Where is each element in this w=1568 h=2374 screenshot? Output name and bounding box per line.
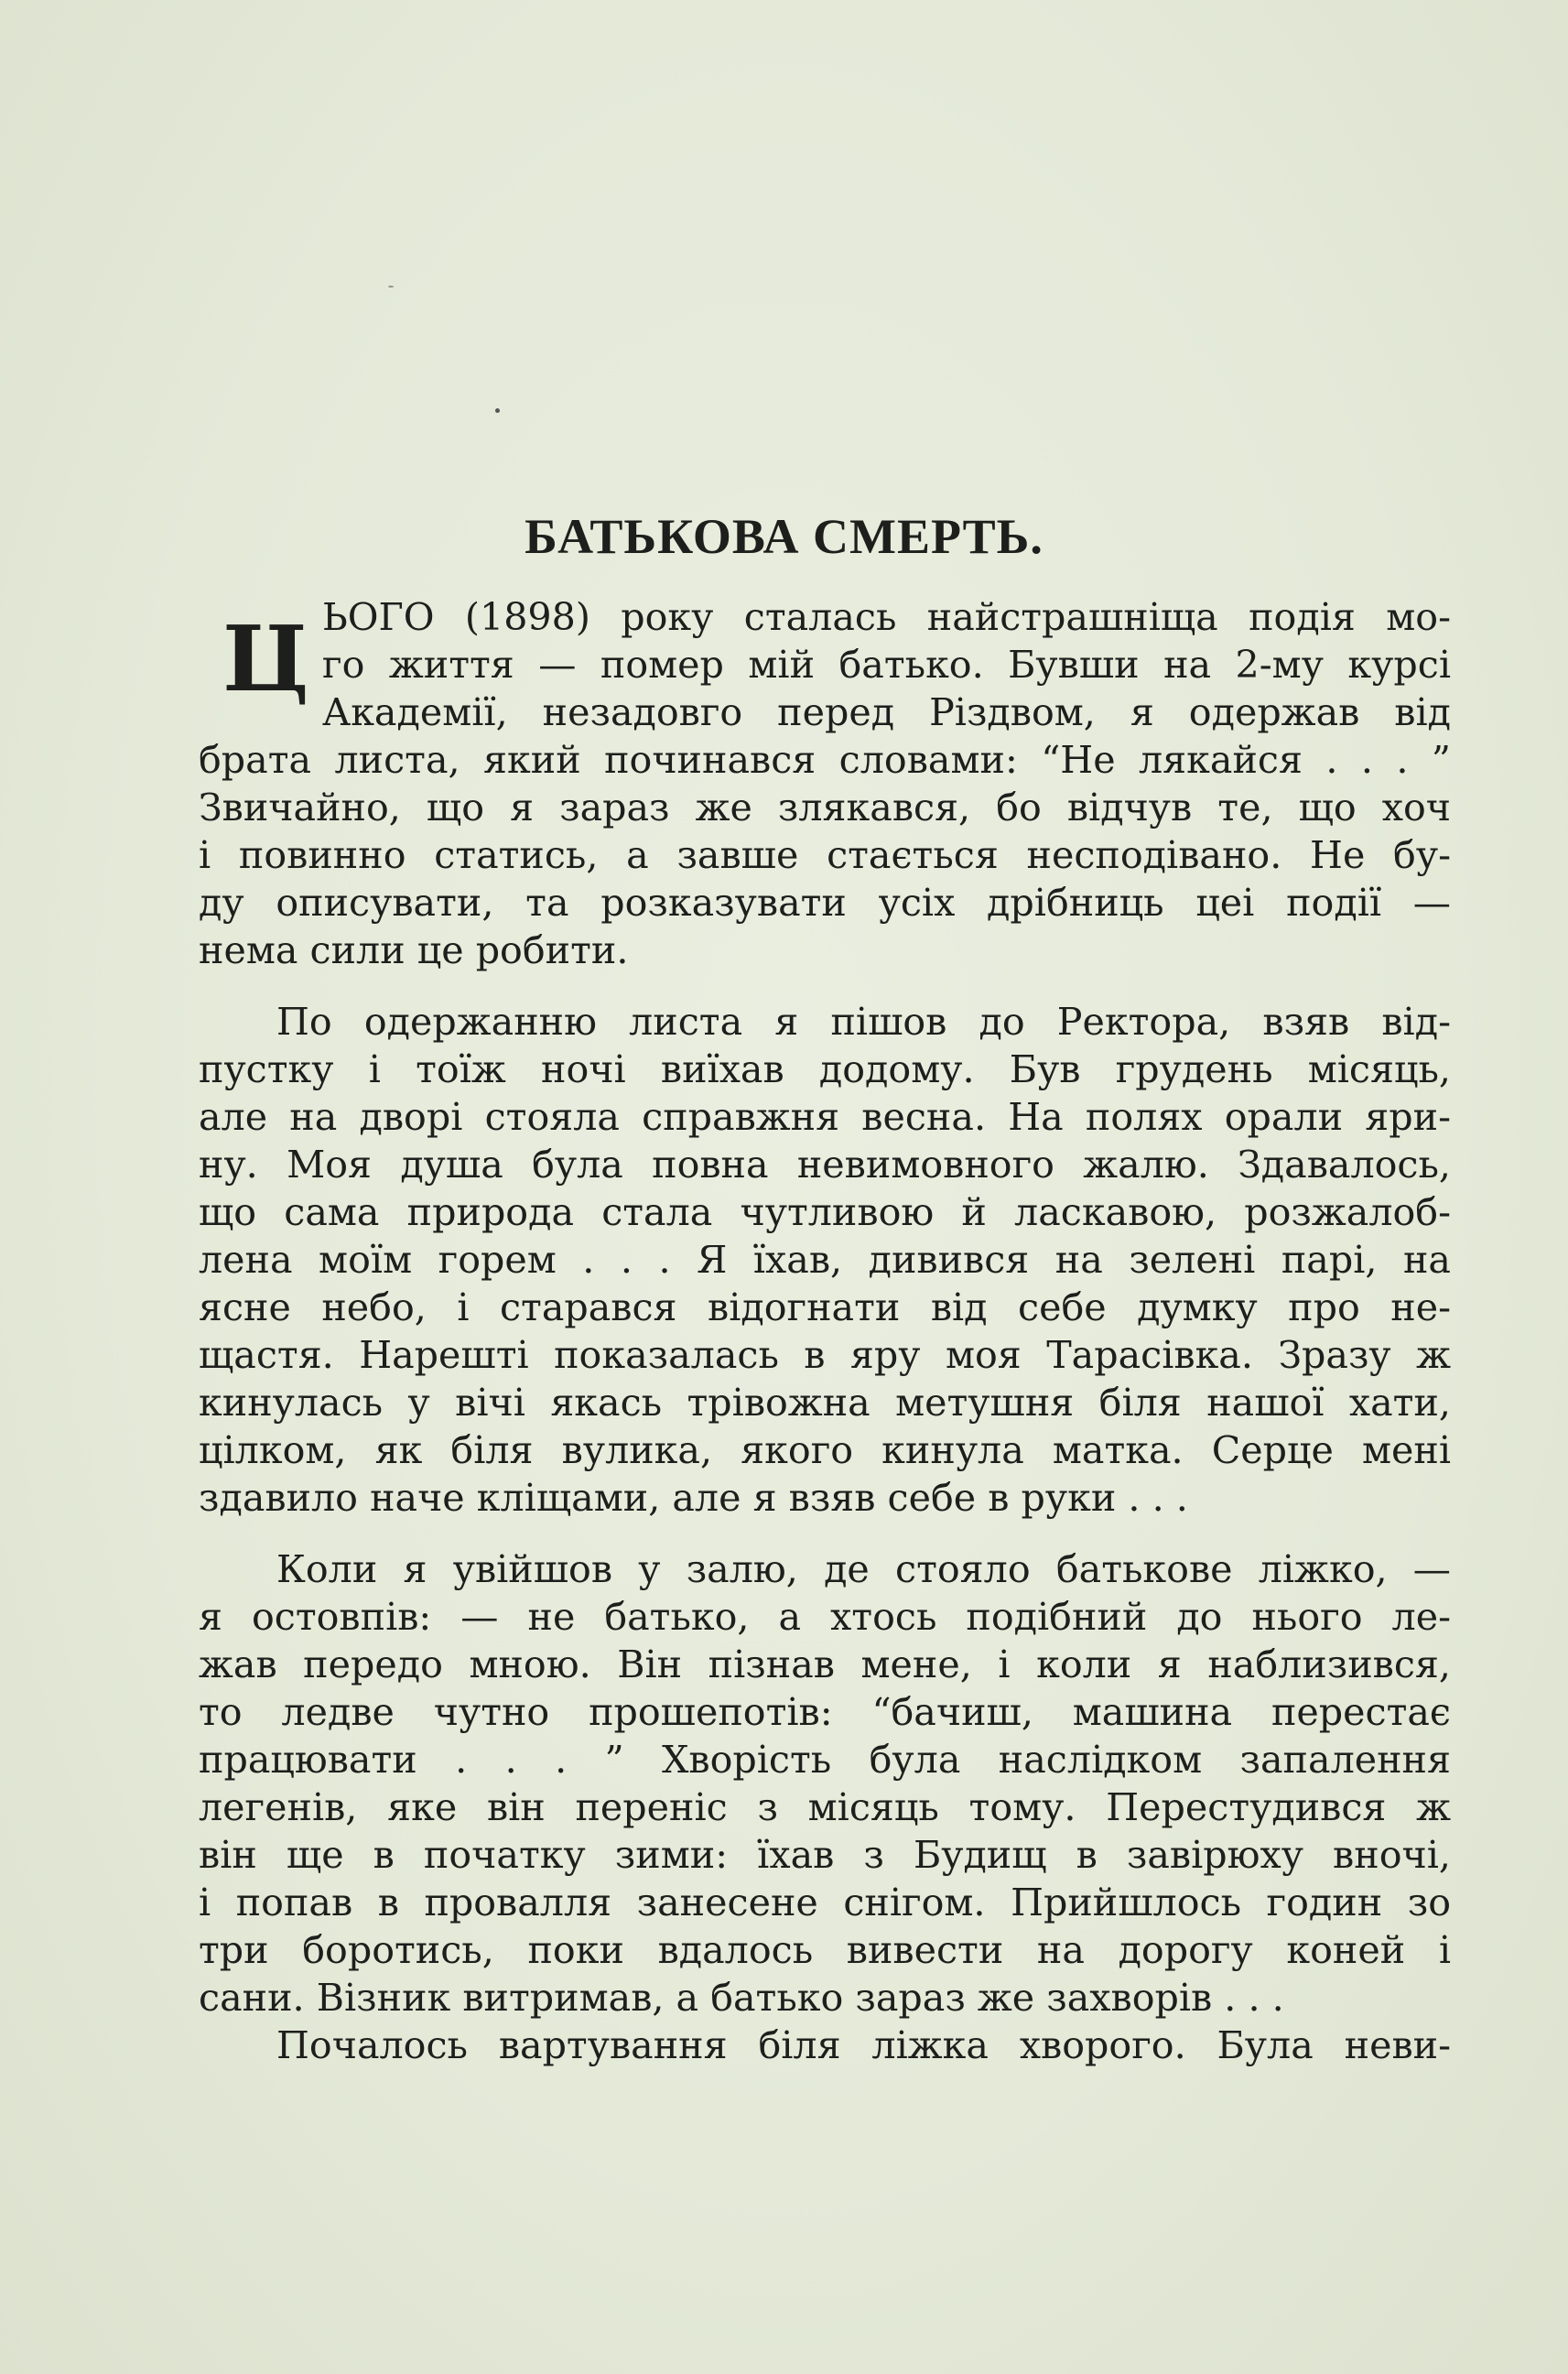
text-line: Коли я увійшов у залю, де стояло батькове ліжко, —	[276, 1547, 1451, 1591]
text-line: три боротись, поки вдалось вивести на дорогу коней і	[199, 1928, 1451, 1972]
text-line: лена моїм горем . . . Я їхав, дивився на зелені парі, на	[199, 1238, 1451, 1282]
text-line: По одержанню листа я пішов до Ректора, взяв від-	[276, 1000, 1451, 1044]
text-line: ну. Моя душа була повна невимовного жалю. Здавалось,	[199, 1143, 1451, 1187]
paragraph-gap	[199, 974, 1451, 998]
text-line: жав передо мною. Він пізнав мене, і коли я наблизився,	[199, 1642, 1451, 1686]
text-line: сани. Візник витримав, а батько зараз же захворів . . .	[199, 1976, 1284, 2020]
text-line: Звичайно, що я зараз же злякався, бо відчув те, що хоч	[199, 786, 1451, 829]
text-line: ясне небо, і старався відогнати від себе думку про не-	[199, 1285, 1451, 1329]
text-line: брата листа, який починався словами: “Не лякайся . . . ”	[199, 738, 1451, 782]
dust-speck	[388, 286, 394, 287]
text-line: я остовпів: — не батько, а хтось подібний до нього ле-	[199, 1595, 1451, 1639]
drop-cap-letter: Ц	[222, 607, 309, 712]
text-line: але на дворі стояла справжня весна. На полях орали яри-	[199, 1095, 1451, 1139]
text-line: що сама природа стала чутливою й ласкавою, розжалоб-	[199, 1190, 1451, 1234]
text-line: Академії, незадовго перед Різдвом, я одержав від	[322, 690, 1451, 734]
text-line: і повинно статись, а завше стається несподівано. Не бу-	[199, 833, 1451, 877]
text-line: і попав в провалля занесене снігом. Прийшлось годин зо	[199, 1881, 1451, 1924]
text-line: ЬОГО (1898) року сталась найстрашніща подія мо-	[322, 595, 1451, 639]
text-line: пустку і тоїж ночі виїхав додому. Був грудень місяць,	[199, 1047, 1451, 1091]
text-line: цілком, як біля вулика, якого кинула матка. Серце мені	[199, 1428, 1451, 1472]
chapter-title: БАТЬКОВА СМЕРТЬ.	[524, 509, 1044, 564]
text-line: кинулась у вічі якась трівожна метушня біля нашої хати,	[199, 1381, 1451, 1425]
text-line: щастя. Нарешті показалась в яру моя Тарасівка. Зразу ж	[199, 1333, 1451, 1377]
text-line: го життя — помер мій батько. Бувши на 2-му курсі	[322, 643, 1451, 687]
text-line: він ще в початку зими: їхав з Будищ в завірюху вночі,	[199, 1833, 1451, 1877]
body-text	[199, 593, 1451, 2069]
text-line: нема сили це робити.	[199, 928, 629, 972]
text-line: то ледве чутно прошепотів: “бачиш, машина перестає	[199, 1690, 1451, 1734]
text-line: легенів, яке він переніс з місяць тому. Перестудився ж	[199, 1785, 1451, 1829]
paragraph-gap	[199, 1522, 1451, 1545]
text-line: здавило наче кліщами, але я взяв себе в руки . . .	[199, 1476, 1188, 1520]
text-line: Почалось вартування біля ліжка хворого. Була неви-	[276, 2023, 1451, 2067]
dust-speck	[495, 408, 500, 413]
text-line: ду описувати, та розказувати усіх дрібниць цеі події —	[199, 881, 1451, 925]
text-line: працювати . . . ” Хворість була наслідком запалення	[199, 1738, 1451, 1782]
